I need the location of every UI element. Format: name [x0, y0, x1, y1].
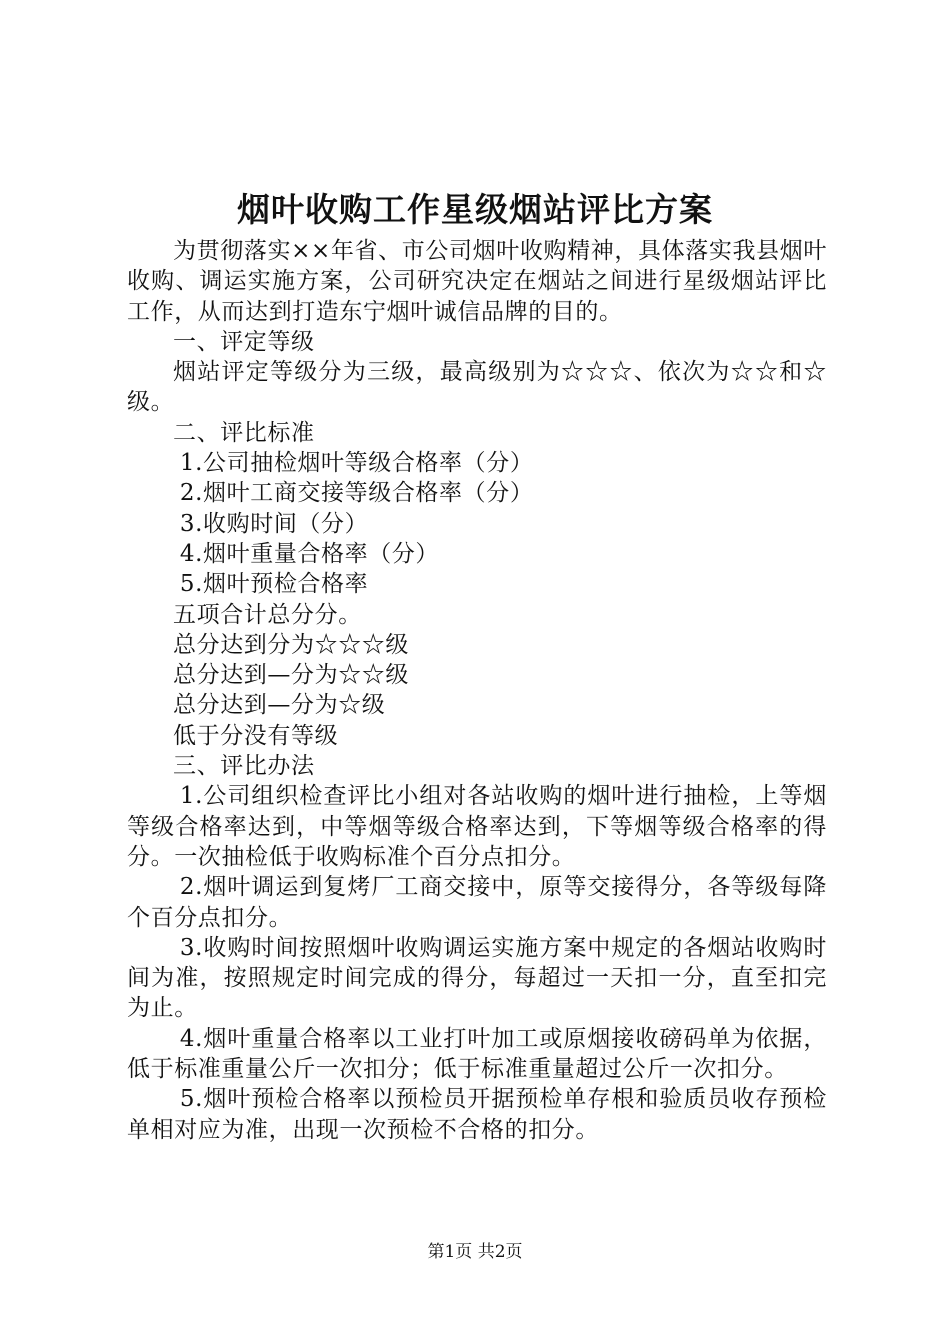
- criteria-item-5: 5.烟叶预检合格率: [179, 571, 369, 598]
- rating-levels-paragraph: 烟站评定等级分为三级，最高级别为☆☆☆、依次为☆☆和☆级。: [127, 359, 827, 416]
- document-title: 烟叶收购工作星级烟站评比方案: [237, 190, 713, 229]
- section-heading-methods: 三、评比办法: [173, 753, 315, 780]
- page-footer: 第1页 共2页: [427, 1242, 523, 1262]
- method-item-2: 2.烟叶调运到复烤厂工商交接中，原等交接得分，各等级每降个百分点扣分。: [127, 874, 827, 931]
- section-heading-criteria: 二、评比标准: [173, 419, 315, 446]
- total-score-line: 五项合计总分分。: [173, 601, 362, 628]
- method-item-5: 5.烟叶预检合格率以预检员开据预检单存根和验质员收存预检单相对应为准，出现一次预检不合格的扣分。: [127, 1086, 827, 1143]
- intro-paragraph: 为贯彻落实××年省、市公司烟叶收购精神，具体落实我县烟叶收购、调运实施方案，公司研究决定在烟站之间进行星级烟站评比工作，从而达到打造东宁烟叶诚信品牌的目的。: [127, 238, 827, 325]
- method-item-1: 1.公司组织检查评比小组对各站收购的烟叶进行抽检，上等烟等级合格率达到，中等烟等级合格率达到，下等烟等级合格率的得分。一次抽检低于收购标准个百分点扣分。: [127, 783, 827, 870]
- one-star-line: 总分达到—分为☆级: [173, 692, 386, 719]
- three-star-line: 总分达到分为☆☆☆级: [173, 631, 409, 658]
- no-level-line: 低于分没有等级: [173, 722, 339, 749]
- criteria-item-1: 1.公司抽检烟叶等级合格率（分）: [179, 450, 534, 477]
- document-body: [127, 236, 827, 1145]
- method-item-4: 4.烟叶重量合格率以工业打叶加工或原烟接收磅码单为依据，低于标准重量公斤一次扣分；低于标准重量超过公斤一次扣分。: [127, 1025, 827, 1083]
- two-star-line: 总分达到—分为☆☆级: [173, 662, 409, 689]
- method-item-3: 3.收购时间按照烟叶收购调运实施方案中规定的各烟站收购时间为准，按照规定时间完成的得分，每超过一天扣一分，直至扣完为止。: [127, 934, 827, 1022]
- section-heading-rating-levels: 一、评定等级: [173, 328, 315, 355]
- criteria-item-3: 3.收购时间（分）: [179, 510, 369, 537]
- criteria-item-2: 2.烟叶工商交接等级合格率（分）: [179, 480, 534, 507]
- criteria-item-4: 4.烟叶重量合格率（分）: [179, 540, 440, 567]
